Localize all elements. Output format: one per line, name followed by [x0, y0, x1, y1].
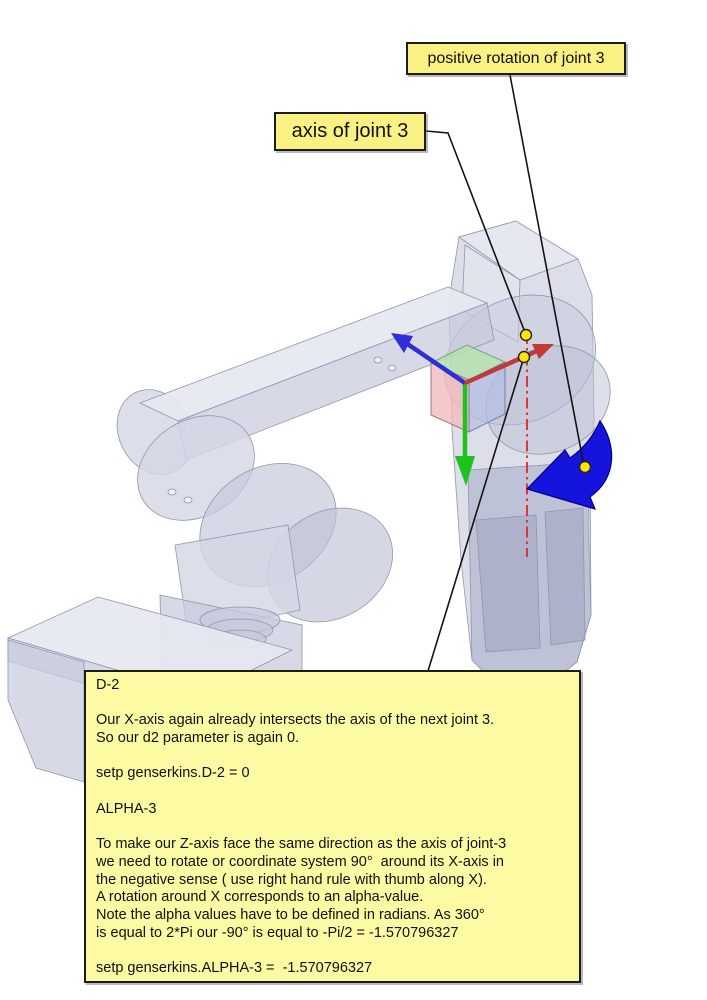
- rotation-label-callout: [406, 42, 626, 75]
- note-line: To make our Z-axis face the same direction as the axis of joint-3: [96, 836, 507, 853]
- marker-dot-rotation: [580, 462, 591, 473]
- note-line: [96, 695, 569, 713]
- base-slab-left-wedge: [8, 640, 84, 782]
- axis-label-callout: [274, 112, 426, 151]
- note-line: is equal to 2*Pi our -90° is equal to -Pi/2 = -1.570796327: [96, 924, 459, 941]
- note-line: the negative sense ( use right hand rule with thumb along X).: [96, 871, 487, 888]
- beam-screw-1: [374, 357, 382, 363]
- axis-label-text: axis of joint 3: [291, 120, 409, 142]
- rotation-label-text: positive rotation of joint 3: [427, 49, 605, 67]
- note-line: setp genserkins.ALPHA-3 = -1.570796327: [96, 960, 373, 977]
- wrist-panel-right: [545, 508, 585, 645]
- note-line: So our d2 parameter is again 0.: [96, 730, 300, 747]
- note-line: we need to rotate or coordinate system 90° around its X-axis in: [96, 853, 504, 870]
- note-line: setp genserkins.D-2 = 0: [96, 765, 250, 782]
- shoulder-screw-1: [168, 489, 176, 495]
- coordinate-frame-cube: [431, 345, 505, 432]
- note-line: A rotation around X corresponds to an alpha-value.: [96, 889, 424, 906]
- note-line: [96, 942, 569, 960]
- note-line: Note the alpha values have to be defined in radians. As 360°: [96, 907, 485, 924]
- note-line: ALPHA-3: [96, 800, 157, 817]
- marker-dot-axis-origin: [519, 352, 530, 363]
- note-line: D-2: [96, 677, 120, 693]
- note-line: Our X-axis again already intersects the axis of the next joint 3.: [96, 712, 495, 729]
- note-line: [96, 748, 569, 766]
- wrist-panel-left: [476, 515, 540, 652]
- shoulder-screw-2: [184, 497, 192, 503]
- marker-dot-axis-top: [521, 330, 532, 341]
- beam-screw-2: [388, 365, 396, 371]
- note-line: [96, 819, 569, 837]
- note-box: [84, 670, 581, 983]
- note-line: [96, 783, 569, 801]
